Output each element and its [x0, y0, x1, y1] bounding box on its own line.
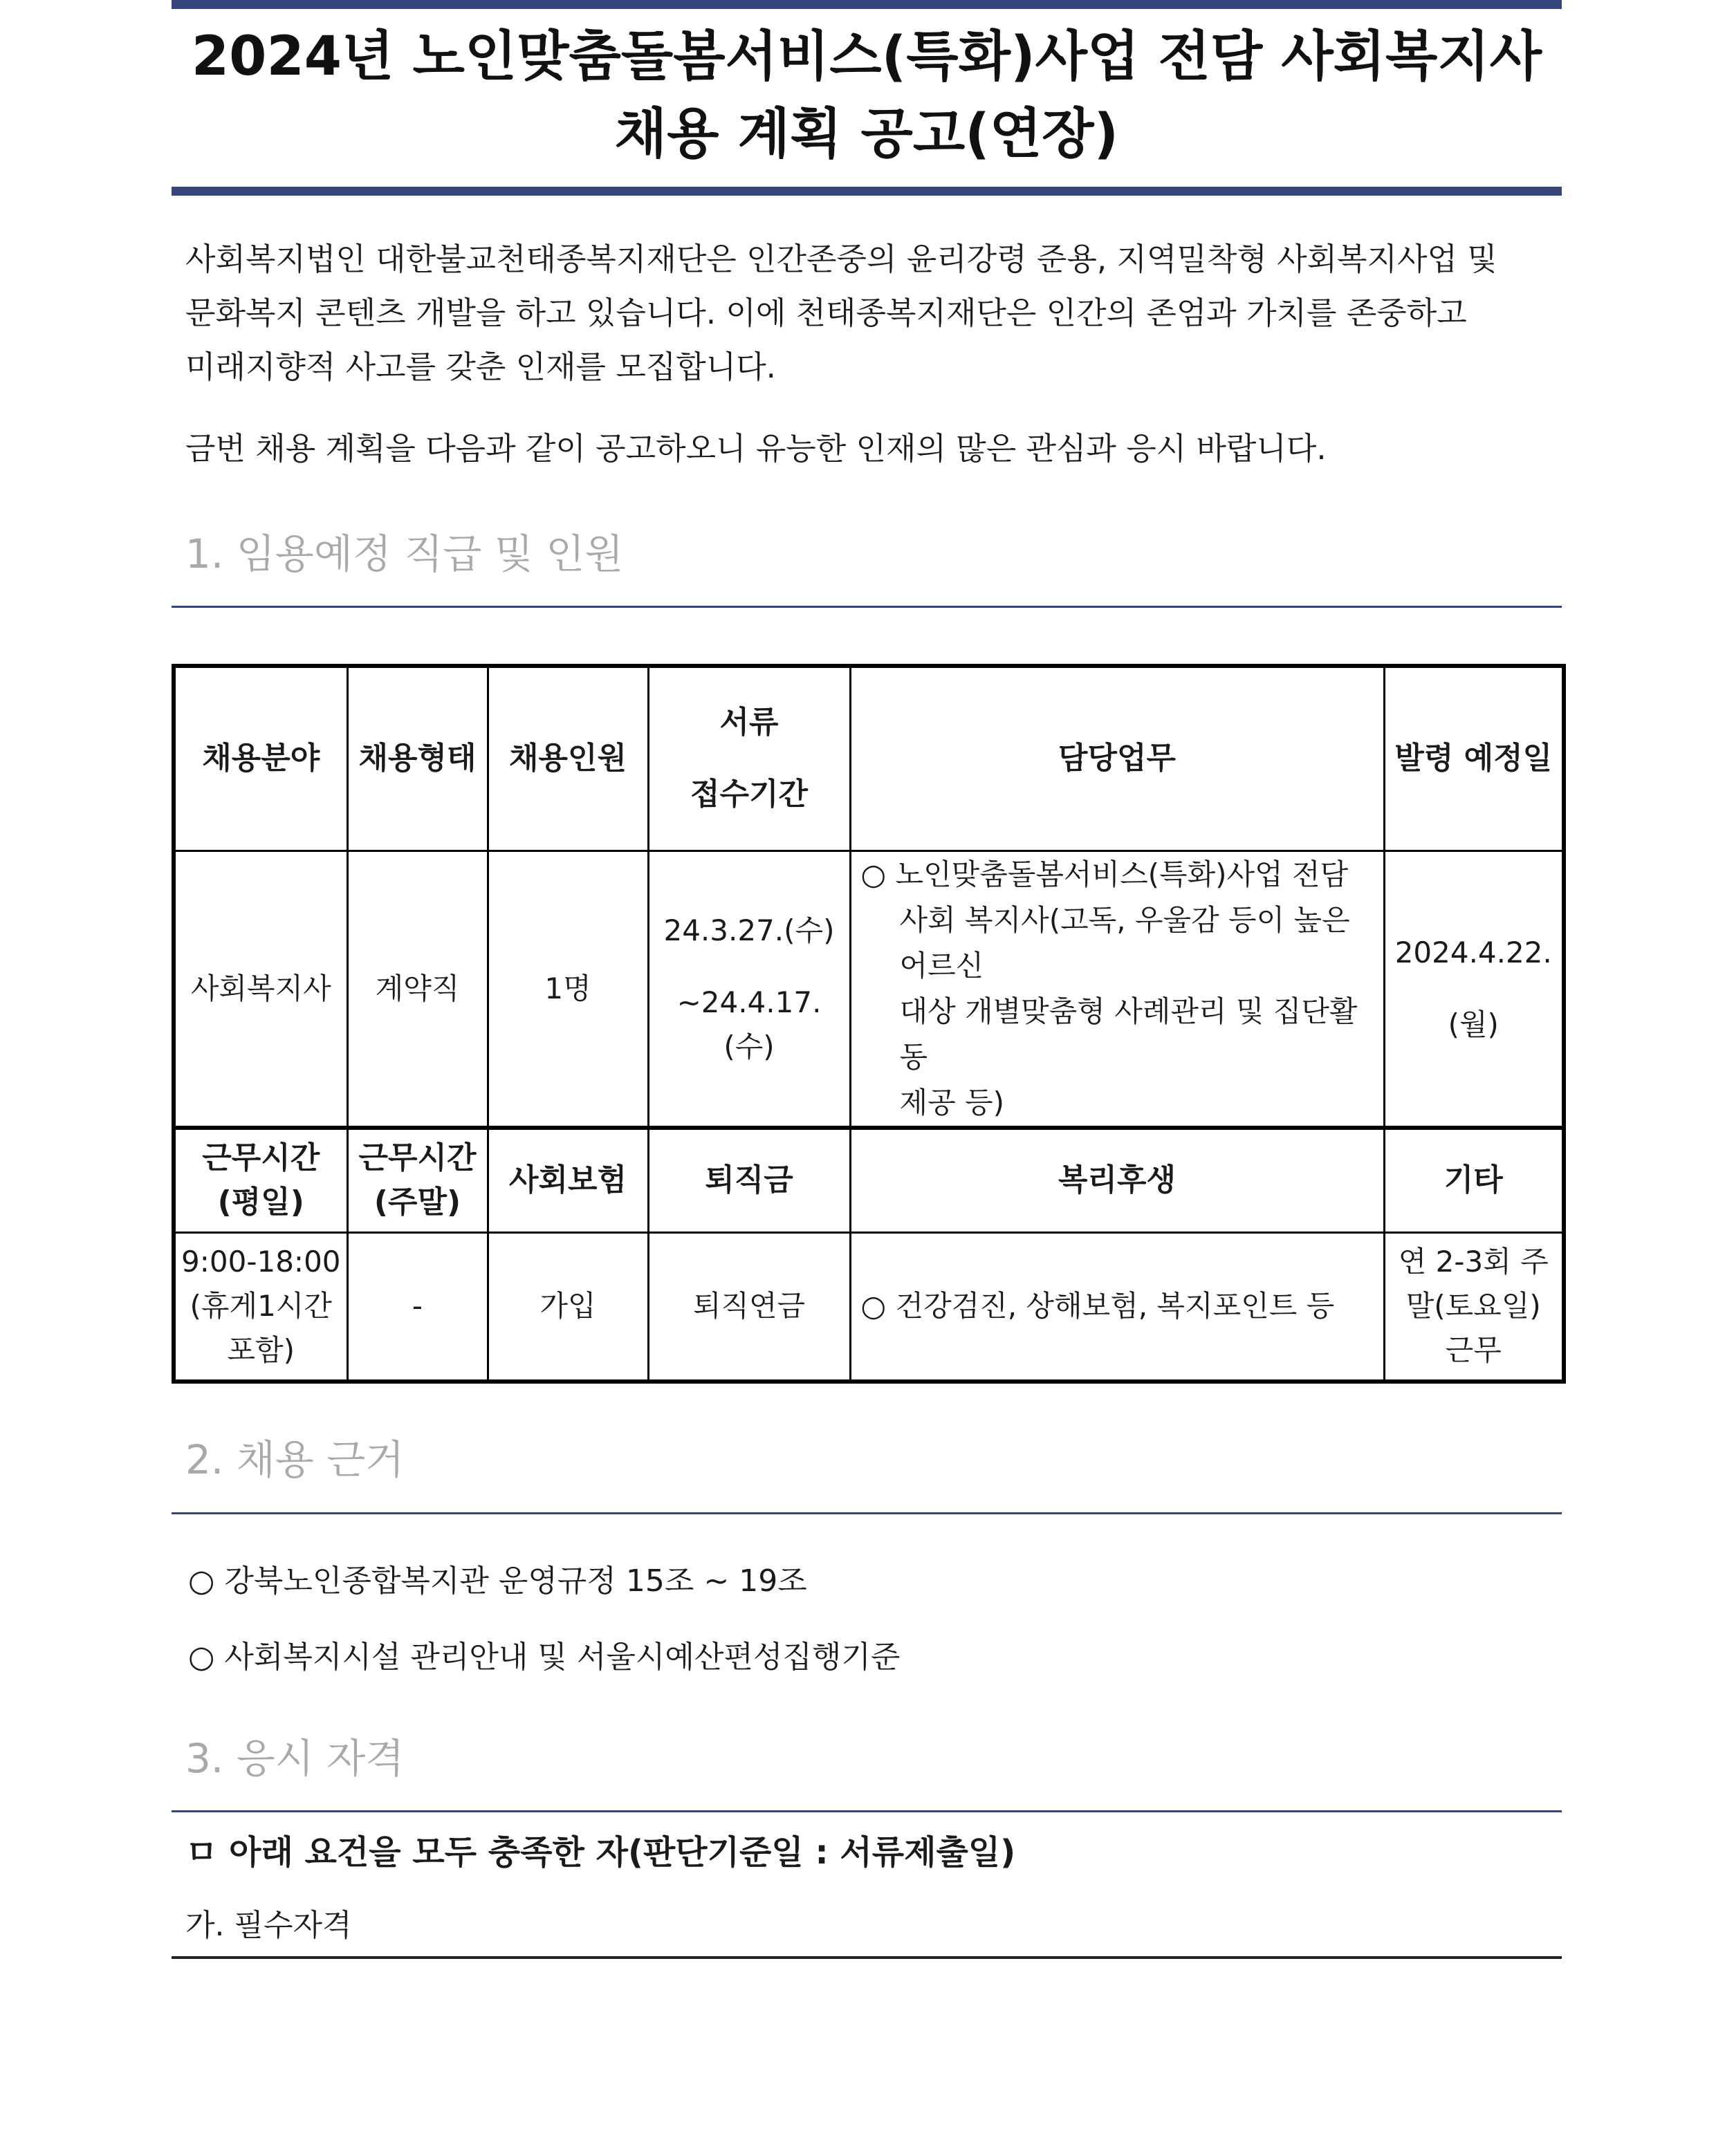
intro-line-1: 사회복지법인 대한불교천태종복지재단은 인간존중의 윤리강령 준용, 지역밀착형 사회복지사업 및: [185, 241, 1497, 277]
header-field: 채용분야: [174, 666, 347, 851]
header-weekday-line-1: 근무시간: [202, 1140, 320, 1176]
header-period-line-2: 접수기간: [690, 777, 808, 812]
header-weekday-line-2: (평일): [217, 1184, 304, 1220]
cell-count: 1명: [488, 851, 648, 1128]
cell-period-line-1: 24.3.27.(수): [663, 913, 835, 947]
table-row: [174, 851, 1564, 1128]
cell-field: 사회복지사: [174, 851, 347, 1128]
bottom-rule: [172, 1956, 1562, 1959]
cell-weekday-line-1: 9:00-18:00: [181, 1245, 341, 1279]
header-period-line-1: 서류: [719, 705, 779, 741]
qualification-label: ㅁ 아래 요건을 모두 충족한 자(판단기준일 : 서류제출일): [185, 1833, 1016, 1872]
cell-date-line-2: (월): [1448, 1007, 1499, 1041]
header-insurance: 사회보험: [488, 1128, 648, 1233]
header-period: [648, 666, 850, 851]
cell-weekday-line-3: 포함): [227, 1333, 295, 1368]
cell-date-line-1: 2024.4.22.: [1394, 935, 1552, 969]
cell-etc-line-3: 근무: [1445, 1333, 1502, 1368]
header-severance: 퇴직금: [648, 1128, 850, 1233]
table-header-row: [174, 666, 1564, 851]
cell-welfare: ○ 건강검진, 상해보험, 복지포인트 등: [850, 1233, 1384, 1382]
cell-insurance: 가입: [488, 1233, 648, 1382]
cell-weekday-hours: [174, 1233, 347, 1382]
recruitment-table: [172, 664, 1566, 1384]
header-duty: 담당업무: [850, 666, 1384, 851]
cell-type: 계약직: [347, 851, 488, 1128]
cell-date: [1384, 851, 1564, 1128]
table-header-row-2: [174, 1128, 1564, 1233]
cell-duty-line-1: ○ 노인맞춤돌봄서비스(특화)사업 전담: [860, 857, 1349, 891]
section-1-rule: [172, 606, 1562, 608]
list-item: ○ 사회복지시설 관리안내 및 서울시예산편성집행기준: [188, 1639, 901, 1675]
intro-line-2: 문화복지 콘텐츠 개발을 하고 있습니다. 이에 천태종복지재단은 인간의 존엄과 가치를 존중하고: [185, 295, 1467, 331]
title-line-1: 2024년 노인맞춤돌봄서비스(특화)사업 전담 사회복지사: [191, 26, 1542, 88]
cell-period: [648, 851, 850, 1128]
title-top-rule: [172, 0, 1562, 9]
header-weekend-line-1: 근무시간: [358, 1140, 477, 1176]
title-bottom-rule: [172, 187, 1562, 196]
section-2-heading: 2. 채용 근거: [185, 1436, 405, 1483]
intro-line-4: 금번 채용 계획을 다음과 같이 공고하오니 유능한 인재의 많은 관심과 응시 바랍니다.: [185, 430, 1327, 467]
cell-duty-line-2: 사회 복지사(고독, 우울감 등이 높은 어르신: [899, 902, 1350, 983]
header-type: 채용형태: [347, 666, 488, 851]
table-row: [174, 1233, 1564, 1382]
header-weekend-hours: [347, 1128, 488, 1233]
cell-etc-line-2: 말(토요일): [1405, 1289, 1541, 1323]
section-2-rule: [172, 1512, 1562, 1514]
cell-period-line-2: ~24.4.17.(수): [676, 985, 822, 1063]
cell-weekday-line-2: (휴게1시간: [190, 1289, 332, 1323]
cell-etc-line-1: 연 2-3회 주: [1398, 1245, 1549, 1279]
intro-text: [185, 232, 1555, 476]
list-item: ○ 강북노인종합복지관 운영규정 15조 ~ 19조: [188, 1563, 807, 1599]
header-date: 발령 예정일: [1384, 666, 1564, 851]
header-count: 채용인원: [488, 666, 648, 851]
cell-severance: 퇴직연금: [648, 1233, 850, 1382]
cell-duty: [850, 851, 1384, 1128]
title-line-2: 채용 계획 공고(연장): [614, 103, 1119, 165]
section-3-heading: 3. 응시 자격: [185, 1735, 405, 1782]
page-title: [172, 18, 1562, 173]
cell-weekend-hours: -: [347, 1233, 488, 1382]
section-1-heading: 1. 임용예정 직급 및 인원: [185, 530, 624, 577]
cell-etc: [1384, 1233, 1564, 1382]
section-3-rule: [172, 1810, 1562, 1812]
intro-line-3: 미래지향적 사고를 갖춘 인재를 모집합니다.: [185, 349, 776, 385]
cell-duty-line-3: 대상 개별맞춤형 사례관리 및 집단활동: [899, 994, 1358, 1074]
header-weekday-hours: [174, 1128, 347, 1233]
cell-duty-line-4: 제공 등): [899, 1085, 1004, 1119]
header-weekend-line-2: (주말): [373, 1184, 461, 1220]
header-etc: 기타: [1384, 1128, 1564, 1233]
required-qualification-label: 가. 필수자격: [185, 1908, 352, 1943]
header-welfare: 복리후생: [850, 1128, 1384, 1233]
